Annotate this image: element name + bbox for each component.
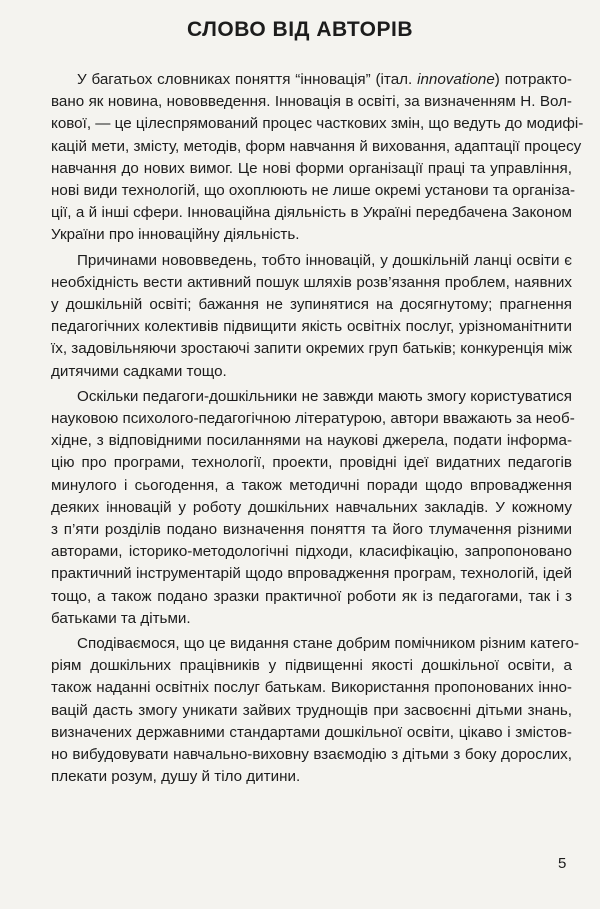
page-number: 5 [558,855,567,872]
text-line [51,633,580,655]
text-run: батьками та дітьми. [51,609,191,627]
text-run: навчання до нових вимог. Це нові форми організації праці та управління, [51,159,572,177]
text-line [51,722,572,744]
text-line [51,136,582,158]
text-line [51,69,572,91]
text-run: тощо, а також подано зразки практичної роботи як із педагогами, так і з [51,587,572,605]
text-line [51,563,572,585]
text-run: цію про програми, технології, проекти, провідні ідеї видатних педагогів [51,454,572,472]
text-line [51,202,572,224]
text-run: ) потракто- [494,71,572,88]
main-text [51,69,584,789]
text-line [51,408,575,430]
text-run: визначених державними стандартами дошкільної освіти, цікаво і змістов- [51,723,572,741]
text-run: Причинами нововведень, тобто інновацій, у дошкільній ланці освіти є [77,251,572,269]
text-run: також наданні освітніх послуг батькам. Використання пропонованих інно- [51,679,572,697]
text-line [51,180,576,202]
text-line [51,519,572,541]
paragraph [51,386,575,630]
text-run: У багатьох словниках поняття “інновація” (італ. [77,71,418,88]
text-run: у дошкільній освіті; бажання не зупинятися на досягнутому; прагнення [51,296,572,314]
text-run: дитячими садками тощо. [51,362,227,380]
text-run: науковою психолого-педагогічною літературою, автори вважають за необ- [51,410,575,428]
text-line [51,316,572,338]
text-line [51,338,572,360]
text-run: плекати розум, душу й тіло дитини. [51,768,301,786]
text-run: Сподіваємося, що це видання стане добрим помічником різним катего- [77,635,580,653]
text-line [51,224,572,246]
text-line [51,497,572,519]
text-run: кацій мети, змісту, методів, форм навчання й виховання, адаптації процесу [51,137,582,155]
text-run: минулого і сьогодення, а також методичні поради щодо впровадження [51,476,572,494]
text-line [51,700,572,722]
paragraph [51,69,584,247]
text-run: но вибудовувати навчально-виховну взаємодію з дітьми з боку дорослих, [51,746,572,764]
text-line [51,91,572,113]
text-run: ції, а й інші сфери. Інноваційна діяльність в Україні передбачена Законом [51,204,572,222]
text-run: кової, — це цілеспрямований процес часткових змін, що ведуть до модифі- [51,115,584,133]
text-line [51,272,572,294]
text-line [51,250,572,272]
text-line [51,744,572,766]
text-line [51,294,572,316]
text-run: їх, задовільняючи зростаючі запити окремих груп батьків; конкуренція між [51,340,572,358]
text-line [51,766,572,788]
text-run: деяких інновацій у роботу дошкільних навчальних закладів. У кожному [51,498,572,516]
text-line [51,361,572,383]
text-run: практичний інструментарій щодо впровадження програм, технологій, ідей [51,565,572,583]
paragraph [51,250,572,383]
text-run: авторами, історико-методологічні підходи, класифікацію, запропоновано [51,543,572,561]
text-run: вацій дасть змогу уникати зайвих труднощів при засвоєнні дітьми знань, [51,701,572,719]
text-line [51,608,572,630]
text-run: з п’яти розділів подано визначення поняття та його тлумачення різними [51,521,572,539]
italic-term: innovatione [417,71,495,88]
text-line [51,158,572,180]
text-run: нові види технологій, що охоплюють не лише окремі установи та організа- [51,182,576,200]
text-run: ріям дошкільних працівників у підвищенні якості дошкільної освіти, а [51,657,572,675]
text-run: необхідність вести активний пошук шляхів розв’язання проблем, наявних [51,273,572,291]
text-run: хідне, з відповідними посиланнями на наукові джерела, подати інформа- [51,432,572,450]
text-line [51,113,584,135]
text-run: вано як новина, нововведення. Інновація в освіті, за визначенням Н. Вол- [51,93,572,111]
page-title: СЛОВО ВІД АВТОРІВ [187,18,413,41]
text-line [51,677,572,699]
text-line [51,452,572,474]
text-line [51,655,572,677]
text-line [51,386,572,408]
text-line [51,586,572,608]
paragraph [51,633,580,788]
text-line [51,541,572,563]
text-run: педагогічних колективів підвищити якість освітніх послуг, урізноманітнити [51,318,572,336]
text-run: Оскільки педагоги-дошкільники не завжди мають змогу користуватися [77,387,572,405]
text-line [51,475,572,497]
text-line [51,430,572,452]
text-run: України про інноваційну діяльність. [51,226,300,244]
